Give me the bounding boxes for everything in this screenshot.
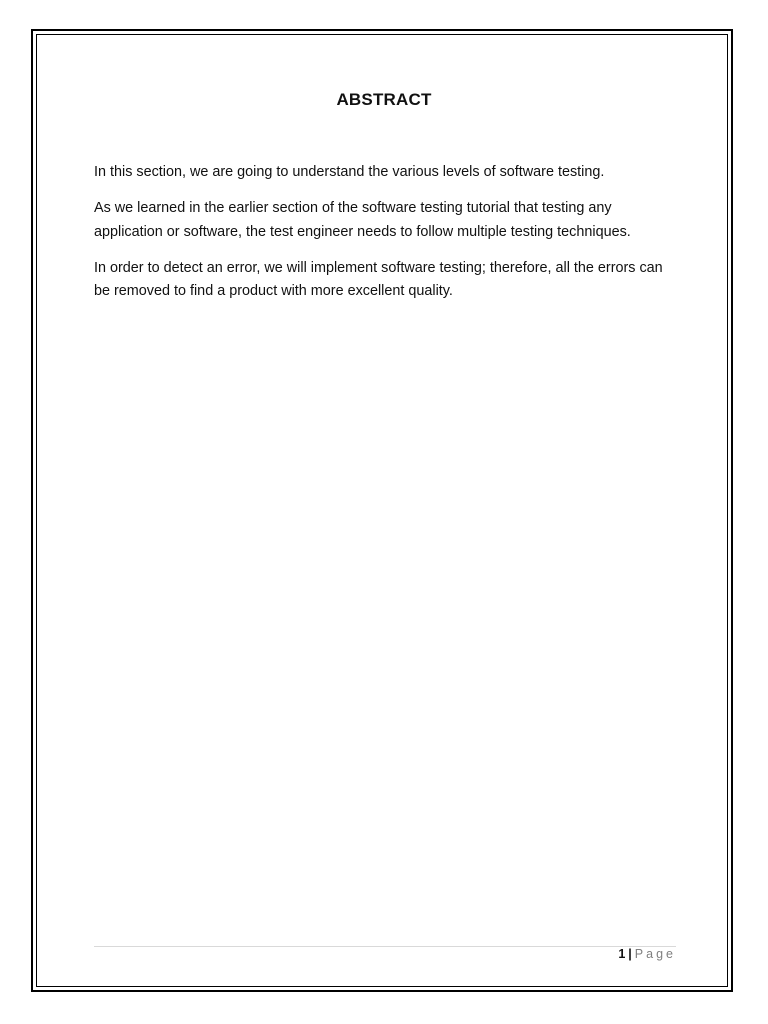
abstract-body: [94, 161, 679, 316]
paragraph: In order to detect an error, we will implement software testing; therefore, all the errors can be removed to find a product with more excellent quality.: [94, 259, 663, 299]
paragraph: In this section, we are going to understand the various levels of software testing.: [94, 164, 605, 180]
footer-divider: [94, 946, 676, 947]
page-word: Page: [634, 947, 676, 961]
footer-separator: |: [628, 947, 632, 961]
paragraph: As we learned in the earlier section of the software testing tutorial that testing any application or software, the test engineer needs to follow multiple testing techniques.: [94, 200, 631, 240]
page-number: 1: [618, 947, 626, 961]
page-title: ABSTRACT: [336, 90, 432, 109]
page-number-footer: [618, 947, 676, 961]
